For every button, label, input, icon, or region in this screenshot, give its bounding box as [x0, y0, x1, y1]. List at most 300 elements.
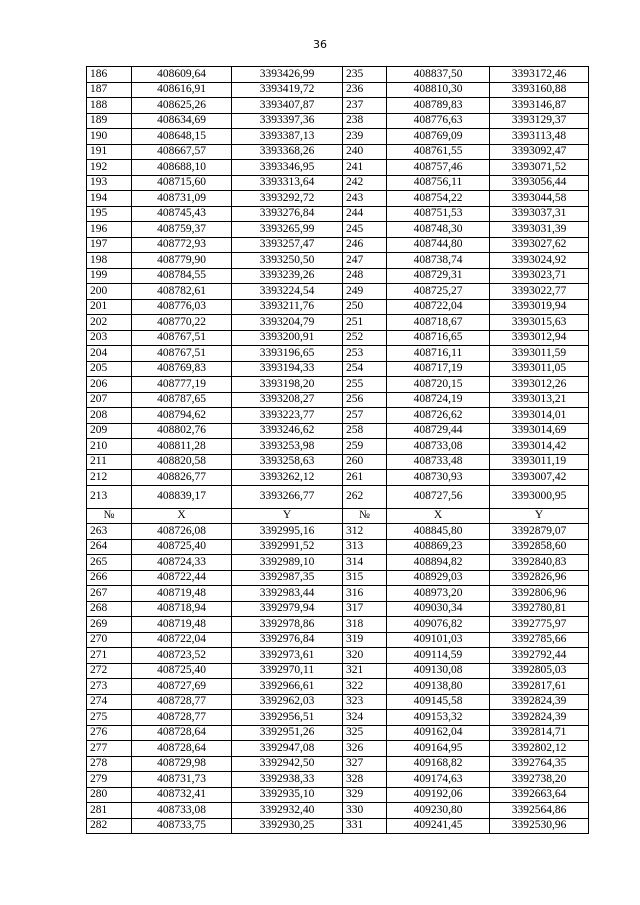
point-number: 282	[87, 818, 132, 834]
y-coordinate: 3393426,99	[232, 67, 343, 83]
x-coordinate: 408719,48	[132, 586, 232, 602]
y-coordinate: 3393022,77	[490, 284, 589, 300]
point-number: 271	[87, 648, 132, 664]
table-row	[87, 524, 589, 540]
x-coordinate: 408789,83	[387, 98, 490, 114]
y-coordinate: 3392979,94	[232, 601, 343, 617]
x-coordinate: 408729,98	[132, 756, 232, 772]
point-number: 203	[87, 330, 132, 346]
point-number: 279	[87, 772, 132, 788]
point-number: 263	[87, 524, 132, 540]
y-coordinate: 3393276,84	[232, 206, 343, 222]
x-coordinate: 408616,91	[132, 82, 232, 98]
y-coordinate: 3393014,01	[490, 408, 589, 424]
y-coordinate: 3392966,61	[232, 679, 343, 695]
x-coordinate: 408715,60	[132, 175, 232, 191]
y-coordinate: 3392930,25	[232, 818, 343, 834]
table-row	[87, 191, 589, 207]
page-number: 36	[313, 38, 327, 51]
table-row	[87, 346, 589, 362]
y-coordinate: 3393194,33	[232, 361, 343, 377]
x-coordinate: 408732,41	[132, 787, 232, 803]
point-number: 248	[343, 268, 387, 284]
x-coordinate: 408648,15	[132, 129, 232, 145]
y-coordinate: 3393011,19	[490, 454, 589, 470]
point-number: 245	[343, 222, 387, 238]
table-row	[87, 741, 589, 757]
x-coordinate: 408761,55	[387, 144, 490, 160]
y-coordinate: 3393211,76	[232, 299, 343, 315]
x-coordinate: 408722,04	[387, 299, 490, 315]
y-coordinate: 3392938,33	[232, 772, 343, 788]
y-coordinate: 3393407,87	[232, 98, 343, 114]
point-number: 197	[87, 237, 132, 253]
x-coordinate: 408776,03	[132, 299, 232, 315]
x-coordinate: 408728,64	[132, 741, 232, 757]
point-number: 278	[87, 756, 132, 772]
y-coordinate: 3392805,03	[490, 663, 589, 679]
table-row	[87, 284, 589, 300]
x-coordinate: 408751,53	[387, 206, 490, 222]
point-number: 209	[87, 423, 132, 439]
x-coordinate: 408794,62	[132, 408, 232, 424]
x-coordinate: 408728,64	[132, 725, 232, 741]
point-number: 237	[343, 98, 387, 114]
x-coordinate: 408779,90	[132, 253, 232, 269]
x-coordinate: 408731,73	[132, 772, 232, 788]
point-number: 317	[343, 601, 387, 617]
x-coordinate: 408845,80	[387, 524, 490, 540]
point-number: 190	[87, 129, 132, 145]
table-row	[87, 772, 589, 788]
y-coordinate: 3392564,86	[490, 803, 589, 819]
column-header: X	[387, 508, 490, 524]
y-coordinate: 3392814,71	[490, 725, 589, 741]
y-coordinate: 3393011,05	[490, 361, 589, 377]
table-row	[87, 423, 589, 439]
column-header: X	[132, 508, 232, 524]
x-coordinate: 408767,51	[132, 346, 232, 362]
x-coordinate: 408767,51	[132, 330, 232, 346]
point-number: 316	[343, 586, 387, 602]
y-coordinate: 3392976,84	[232, 632, 343, 648]
y-coordinate: 3393208,27	[232, 392, 343, 408]
x-coordinate: 408625,26	[132, 98, 232, 114]
table-row	[87, 299, 589, 315]
y-coordinate: 3393146,87	[490, 98, 589, 114]
y-coordinate: 3393012,94	[490, 330, 589, 346]
x-coordinate: 408754,22	[387, 191, 490, 207]
x-coordinate: 409164,95	[387, 741, 490, 757]
point-number: 235	[343, 67, 387, 83]
point-number: 194	[87, 191, 132, 207]
point-number: 253	[343, 346, 387, 362]
point-number: 198	[87, 253, 132, 269]
y-coordinate: 3393024,92	[490, 253, 589, 269]
y-coordinate: 3393265,99	[232, 222, 343, 238]
point-number: 247	[343, 253, 387, 269]
x-coordinate: 408718,94	[132, 601, 232, 617]
y-coordinate: 3392935,10	[232, 787, 343, 803]
y-coordinate: 3393250,50	[232, 253, 343, 269]
table-row	[87, 175, 589, 191]
y-coordinate: 3393262,12	[232, 470, 343, 486]
point-number: 211	[87, 454, 132, 470]
point-number: 328	[343, 772, 387, 788]
point-number: 276	[87, 725, 132, 741]
x-coordinate: 408730,93	[387, 470, 490, 486]
table-row	[87, 725, 589, 741]
point-number: 281	[87, 803, 132, 819]
y-coordinate: 3392806,96	[490, 586, 589, 602]
y-coordinate: 3392987,35	[232, 570, 343, 586]
x-coordinate: 408759,37	[132, 222, 232, 238]
table-row	[87, 129, 589, 145]
table-row	[87, 617, 589, 633]
x-coordinate: 408802,76	[132, 423, 232, 439]
point-number: 270	[87, 632, 132, 648]
y-coordinate: 3393239,26	[232, 268, 343, 284]
point-number: 326	[343, 741, 387, 757]
x-coordinate: 408826,77	[132, 470, 232, 486]
point-number: 200	[87, 284, 132, 300]
x-coordinate: 408810,30	[387, 82, 490, 98]
table-row	[87, 113, 589, 129]
point-number: 196	[87, 222, 132, 238]
point-number: 264	[87, 539, 132, 555]
x-coordinate: 409145,58	[387, 694, 490, 710]
point-number: 195	[87, 206, 132, 222]
x-coordinate: 408869,23	[387, 539, 490, 555]
point-number: 249	[343, 284, 387, 300]
y-coordinate: 3392978,86	[232, 617, 343, 633]
table-row	[87, 408, 589, 424]
x-coordinate: 408837,50	[387, 67, 490, 83]
point-number: 202	[87, 315, 132, 331]
table-row	[87, 315, 589, 331]
point-number: 189	[87, 113, 132, 129]
x-coordinate: 408756,11	[387, 175, 490, 191]
point-number: 204	[87, 346, 132, 362]
y-coordinate: 3393014,42	[490, 439, 589, 455]
table-row	[87, 679, 589, 695]
point-number: 251	[343, 315, 387, 331]
x-coordinate: 408733,75	[132, 818, 232, 834]
x-coordinate: 408719,48	[132, 617, 232, 633]
table-header-row	[87, 508, 589, 524]
y-coordinate: 3392738,20	[490, 772, 589, 788]
point-number: 272	[87, 663, 132, 679]
x-coordinate: 409162,04	[387, 725, 490, 741]
y-coordinate: 3392942,50	[232, 756, 343, 772]
y-coordinate: 3393160,88	[490, 82, 589, 98]
y-coordinate: 3393266,77	[232, 485, 343, 508]
point-number: 265	[87, 555, 132, 571]
x-coordinate: 408738,74	[387, 253, 490, 269]
x-coordinate: 408973,20	[387, 586, 490, 602]
y-coordinate: 3393000,95	[490, 485, 589, 508]
point-number: 192	[87, 160, 132, 176]
point-number: 315	[343, 570, 387, 586]
point-number: 318	[343, 617, 387, 633]
x-coordinate: 408717,19	[387, 361, 490, 377]
y-coordinate: 3393313,64	[232, 175, 343, 191]
table-row	[87, 756, 589, 772]
point-number: 206	[87, 377, 132, 393]
x-coordinate: 408725,40	[132, 663, 232, 679]
table-row	[87, 160, 589, 176]
x-coordinate: 409138,80	[387, 679, 490, 695]
x-coordinate: 408722,04	[132, 632, 232, 648]
x-coordinate: 408729,31	[387, 268, 490, 284]
point-number: 312	[343, 524, 387, 540]
table-row	[87, 803, 589, 819]
y-coordinate: 3392858,60	[490, 539, 589, 555]
y-coordinate: 3392824,39	[490, 710, 589, 726]
y-coordinate: 3393056,44	[490, 175, 589, 191]
point-number: 258	[343, 423, 387, 439]
x-coordinate: 408722,44	[132, 570, 232, 586]
table-row	[87, 253, 589, 269]
point-number: 186	[87, 67, 132, 83]
table-row	[87, 82, 589, 98]
y-coordinate: 3392951,26	[232, 725, 343, 741]
x-coordinate: 408820,58	[132, 454, 232, 470]
y-coordinate: 3393419,72	[232, 82, 343, 98]
y-coordinate: 3392824,39	[490, 694, 589, 710]
x-coordinate: 408776,63	[387, 113, 490, 129]
y-coordinate: 3393037,31	[490, 206, 589, 222]
y-coordinate: 3392840,83	[490, 555, 589, 571]
y-coordinate: 3393200,91	[232, 330, 343, 346]
x-coordinate: 409230,80	[387, 803, 490, 819]
point-number: 325	[343, 725, 387, 741]
point-number: 208	[87, 408, 132, 424]
y-coordinate: 3393346,95	[232, 160, 343, 176]
y-coordinate: 3393257,47	[232, 237, 343, 253]
x-coordinate: 408770,22	[132, 315, 232, 331]
x-coordinate: 408748,30	[387, 222, 490, 238]
point-number: 213	[87, 485, 132, 508]
x-coordinate: 408716,11	[387, 346, 490, 362]
point-number: 242	[343, 175, 387, 191]
y-coordinate: 3393007,42	[490, 470, 589, 486]
table-row	[87, 392, 589, 408]
x-coordinate: 408724,19	[387, 392, 490, 408]
x-coordinate: 408731,09	[132, 191, 232, 207]
x-coordinate: 408727,56	[387, 485, 490, 508]
x-coordinate: 408720,15	[387, 377, 490, 393]
x-coordinate: 408745,43	[132, 206, 232, 222]
point-number: 323	[343, 694, 387, 710]
y-coordinate: 3392530,96	[490, 818, 589, 834]
column-header: Y	[232, 508, 343, 524]
point-number: 324	[343, 710, 387, 726]
x-coordinate: 409153,32	[387, 710, 490, 726]
x-coordinate: 408811,28	[132, 439, 232, 455]
point-number: 212	[87, 470, 132, 486]
table-row	[87, 555, 589, 571]
x-coordinate: 409114,59	[387, 648, 490, 664]
x-coordinate: 408733,48	[387, 454, 490, 470]
table-row	[87, 144, 589, 160]
point-number: 273	[87, 679, 132, 695]
point-number: 250	[343, 299, 387, 315]
y-coordinate: 3392995,16	[232, 524, 343, 540]
y-coordinate: 3393071,52	[490, 160, 589, 176]
y-coordinate: 3392956,51	[232, 710, 343, 726]
x-coordinate: 408728,77	[132, 694, 232, 710]
x-coordinate: 409101,03	[387, 632, 490, 648]
point-number: 205	[87, 361, 132, 377]
table-row	[87, 694, 589, 710]
y-coordinate: 3392973,61	[232, 648, 343, 664]
y-coordinate: 3392962,03	[232, 694, 343, 710]
x-coordinate: 409192,06	[387, 787, 490, 803]
y-coordinate: 3393013,21	[490, 392, 589, 408]
point-number: 319	[343, 632, 387, 648]
point-number: 329	[343, 787, 387, 803]
x-coordinate: 408782,61	[132, 284, 232, 300]
y-coordinate: 3392947,08	[232, 741, 343, 757]
table-row	[87, 222, 589, 238]
point-number: 239	[343, 129, 387, 145]
x-coordinate: 408728,77	[132, 710, 232, 726]
point-number: 274	[87, 694, 132, 710]
table-row	[87, 454, 589, 470]
x-coordinate: 408769,83	[132, 361, 232, 377]
point-number: 275	[87, 710, 132, 726]
x-coordinate: 408727,69	[132, 679, 232, 695]
point-number: 201	[87, 299, 132, 315]
table-row	[87, 632, 589, 648]
point-number: 322	[343, 679, 387, 695]
table-row	[87, 361, 589, 377]
point-number: 236	[343, 82, 387, 98]
point-number: 268	[87, 601, 132, 617]
y-coordinate: 3393196,65	[232, 346, 343, 362]
table-row	[87, 648, 589, 664]
x-coordinate: 408725,27	[387, 284, 490, 300]
point-number: 255	[343, 377, 387, 393]
y-coordinate: 3393387,13	[232, 129, 343, 145]
y-coordinate: 3393198,20	[232, 377, 343, 393]
x-coordinate: 408733,08	[387, 439, 490, 455]
table-row	[87, 330, 589, 346]
point-number: 240	[343, 144, 387, 160]
point-number: 266	[87, 570, 132, 586]
x-coordinate: 408744,80	[387, 237, 490, 253]
y-coordinate: 3392989,10	[232, 555, 343, 571]
table-row	[87, 485, 589, 508]
y-coordinate: 3393011,59	[490, 346, 589, 362]
y-coordinate: 3392826,96	[490, 570, 589, 586]
column-header: Y	[490, 508, 589, 524]
x-coordinate: 408772,93	[132, 237, 232, 253]
x-coordinate: 408839,17	[132, 485, 232, 508]
y-coordinate: 3392792,44	[490, 648, 589, 664]
x-coordinate: 408726,08	[132, 524, 232, 540]
y-coordinate: 3393092,47	[490, 144, 589, 160]
y-coordinate: 3393253,98	[232, 439, 343, 455]
x-coordinate: 408777,19	[132, 377, 232, 393]
point-number: 259	[343, 439, 387, 455]
table-row	[87, 570, 589, 586]
y-coordinate: 3393044,58	[490, 191, 589, 207]
y-coordinate: 3393019,94	[490, 299, 589, 315]
table-row	[87, 67, 589, 83]
point-number: 241	[343, 160, 387, 176]
x-coordinate: 409076,82	[387, 617, 490, 633]
x-coordinate: 408784,55	[132, 268, 232, 284]
point-number: 191	[87, 144, 132, 160]
point-number: 261	[343, 470, 387, 486]
point-number: 207	[87, 392, 132, 408]
column-header: №	[87, 508, 132, 524]
y-coordinate: 3392775,97	[490, 617, 589, 633]
point-number: 256	[343, 392, 387, 408]
y-coordinate: 3392663,64	[490, 787, 589, 803]
point-number: 210	[87, 439, 132, 455]
point-number: 193	[87, 175, 132, 191]
y-coordinate: 3393258,63	[232, 454, 343, 470]
point-number: 187	[87, 82, 132, 98]
point-number: 327	[343, 756, 387, 772]
point-number: 331	[343, 818, 387, 834]
y-coordinate: 3393223,77	[232, 408, 343, 424]
x-coordinate: 409174,63	[387, 772, 490, 788]
y-coordinate: 3393172,46	[490, 67, 589, 83]
y-coordinate: 3392932,40	[232, 803, 343, 819]
point-number: 188	[87, 98, 132, 114]
y-coordinate: 3393368,26	[232, 144, 343, 160]
y-coordinate: 3393023,71	[490, 268, 589, 284]
point-number: 260	[343, 454, 387, 470]
x-coordinate: 408723,52	[132, 648, 232, 664]
table-row	[87, 586, 589, 602]
x-coordinate: 408729,44	[387, 423, 490, 439]
x-coordinate: 408757,46	[387, 160, 490, 176]
table-row	[87, 268, 589, 284]
y-coordinate: 3393014,69	[490, 423, 589, 439]
table-row	[87, 539, 589, 555]
y-coordinate: 3392785,66	[490, 632, 589, 648]
x-coordinate: 408769,09	[387, 129, 490, 145]
y-coordinate: 3393113,48	[490, 129, 589, 145]
table-row	[87, 98, 589, 114]
point-number: 254	[343, 361, 387, 377]
x-coordinate: 408667,57	[132, 144, 232, 160]
table-row	[87, 818, 589, 834]
x-coordinate: 409030,34	[387, 601, 490, 617]
table-row	[87, 601, 589, 617]
point-number: 280	[87, 787, 132, 803]
x-coordinate: 408609,64	[132, 67, 232, 83]
x-coordinate: 408929,03	[387, 570, 490, 586]
point-number: 313	[343, 539, 387, 555]
table-row	[87, 206, 589, 222]
y-coordinate: 3393012,26	[490, 377, 589, 393]
coordinates-table	[86, 66, 589, 834]
point-number: 244	[343, 206, 387, 222]
table-row	[87, 237, 589, 253]
x-coordinate: 408733,08	[132, 803, 232, 819]
table-row	[87, 787, 589, 803]
x-coordinate: 409241,45	[387, 818, 490, 834]
y-coordinate: 3393027,62	[490, 237, 589, 253]
point-number: 257	[343, 408, 387, 424]
x-coordinate: 409130,08	[387, 663, 490, 679]
